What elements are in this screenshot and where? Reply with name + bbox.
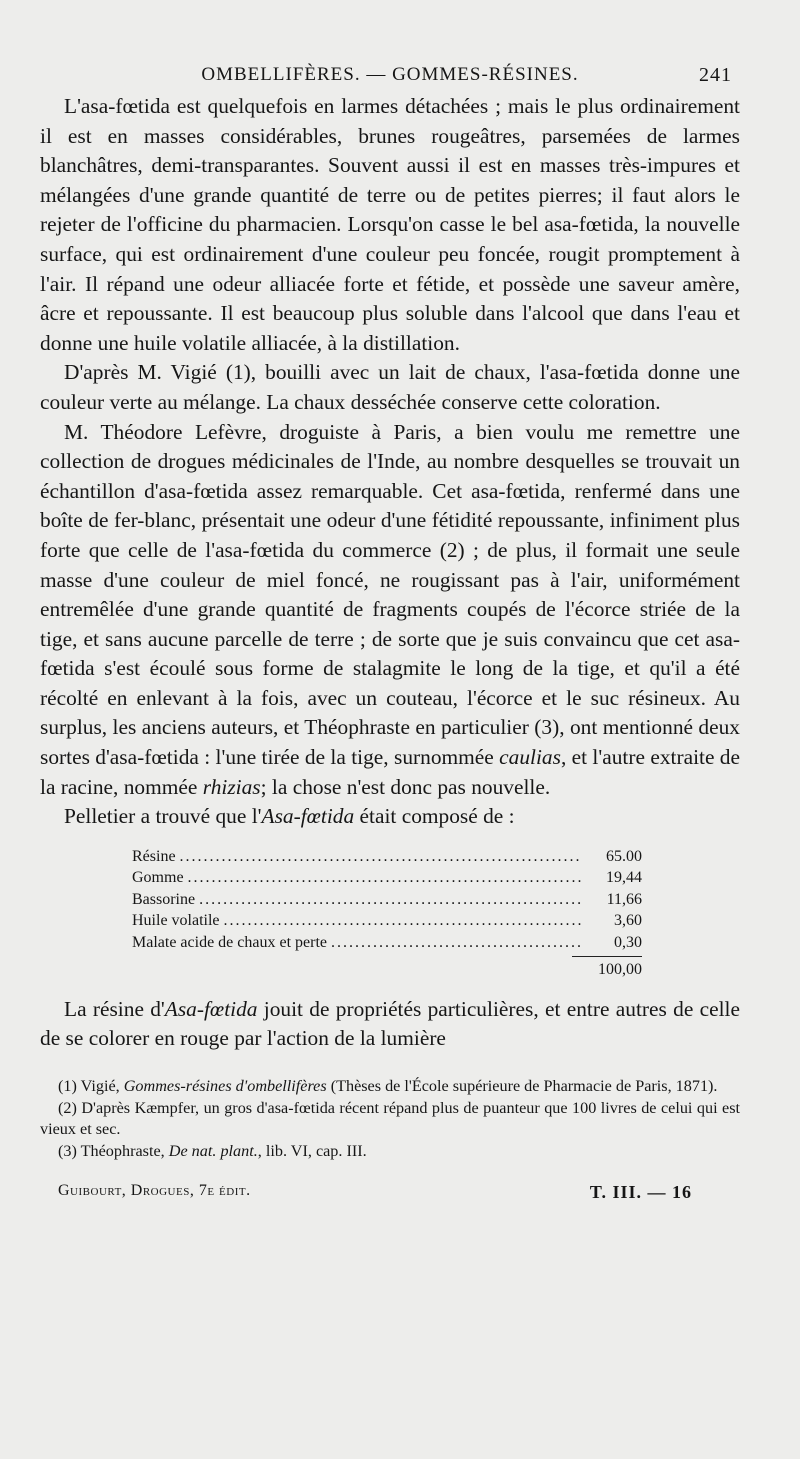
main-text xyxy=(40,92,740,832)
composition-value: 19,44 xyxy=(606,869,642,887)
composition-value: 0,30 xyxy=(614,933,642,951)
paragraph-3-text: M. Théodore Lefèvre, droguiste à Paris, a bien voulu me remettre une collection de drogues médicinales de l'Inde, au nombre desquelles se trouvait un échantillon d'asa-fœtida assez remarquable. Cet asa-fœtida, renfermé dans une boîte de fer-blanc, présentait une odeur d'une fétidité repoussante, infiniment plus forte que celle de l'asa-fœtida du commerce (2) ; de plus, il formait une seule masse d'une couleur de miel foncé, ne rougissant pas à l'air, uniformément entremêlée d'une grande quantité de fragments coupés de l'écorce striée de la tige, et sans aucune parcelle de terre ; de sorte que je suis convaincu que cet asa-fœtida s'est écoulé sous forme de stalagmite le long de la tige, et qu'il a été récolté en enlevant à la fois, avec un couteau, l'écorce et le suc résineux. Au surplus, les anciens auteurs, et Théophraste en particulier (3), ont mentionné deux sortes d'asa-fœtida : l'une tirée de la tige, surnommée xyxy=(40,419,740,770)
footnote-text: (Thèses de l'École supérieure de Pharmacie de Paris, 1871). xyxy=(330,1077,718,1096)
footnote-number: (3) xyxy=(58,1141,77,1160)
term-rhizias: rhizias xyxy=(202,774,261,799)
leader-dots xyxy=(199,889,582,911)
composition-name: Bassorine xyxy=(132,890,196,908)
composition-total: 100,00 xyxy=(598,961,642,979)
footnote-2 xyxy=(40,1098,740,1141)
paragraph-5 xyxy=(40,995,740,1054)
running-title: OMBELLIFÈRES. — GOMMES-RÉSINES. xyxy=(201,64,579,85)
footnote-author: Théophraste, xyxy=(80,1141,165,1160)
composition-row xyxy=(132,889,642,911)
paragraph-3-text-c: ; la chose n'est donc pas nouvelle. xyxy=(260,774,551,799)
running-header xyxy=(40,62,740,92)
composition-name: Gomme xyxy=(132,869,184,887)
term-asa-foetida-2: Asa-fœtida xyxy=(164,996,258,1021)
composition-value: 65.00 xyxy=(606,847,642,865)
leader-dots xyxy=(331,932,582,954)
footnotes xyxy=(40,1076,740,1162)
signature-left: Guibourt, Drogues, 7e édit. xyxy=(58,1182,251,1200)
composition-name: Huile volatile xyxy=(132,912,220,930)
leader-dots xyxy=(224,910,582,932)
footnote-text: , lib. VI, cap. III. xyxy=(257,1141,367,1160)
closing-text xyxy=(40,995,740,1054)
paragraph-3-text-b: , et l'autre extraite de la racine, nommée xyxy=(40,745,740,799)
page-number: 241 xyxy=(699,64,732,86)
footnote-title: De nat. plant. xyxy=(168,1141,258,1160)
paragraph-2: D'après M. Vigié (1), bouilli avec un lait de chaux, l'asa-fœtida donne une couleur verte au mélange. La chaux desséchée conserve cette coloration. xyxy=(40,360,740,414)
composition-row xyxy=(132,910,642,932)
composition-table xyxy=(132,846,642,981)
paragraph-5-text-b: jouit de propriétés particulières, et entre autres de celle de se colorer en rouge par l'action de la lumière xyxy=(40,996,740,1051)
footnote-title: Gommes-résines d'ombellifères xyxy=(123,1077,327,1096)
book-page xyxy=(40,62,740,1402)
composition-row xyxy=(132,932,642,954)
signature-right: T. III. — 16 xyxy=(589,1182,692,1203)
composition-row xyxy=(132,846,642,868)
composition-value: 3,60 xyxy=(614,912,642,930)
leader-dots xyxy=(188,867,582,889)
footnote-text: D'après Kæmpfer, un gros d'asa-fœtida récent répand plus de puanteur que 100 livres de celui qui est vieux et sec. xyxy=(40,1098,741,1139)
paragraph-1: L'asa-fœtida est quelquefois en larmes détachées ; mais le plus ordinairement il est en masses considérables, brunes rougeâtres, parsemées de larmes blanchâtres, demi-transparantes. Souvent aussi il est en masses très-impures et mélangées d'une grande quantité de terre ou de petites pierres; il faut alors le rejeter de l'officine du pharmacien. Lorsqu'on casse le bel asa-fœtida, la nouvelle surface, qui est ordinairement d'une couleur peu foncée, rougit promptement à l'air. Il répand une odeur alliacée forte et fétide, et possède une saveur amère, âcre et repoussante. Il est beaucoup plus soluble dans l'alcool que dans l'eau et donne une huile volatile alliacée, à la distillation. xyxy=(40,94,740,355)
paragraph-5-text: La résine d' xyxy=(64,996,165,1021)
signature-line xyxy=(40,1182,740,1208)
paragraph-4 xyxy=(40,802,740,832)
composition-row xyxy=(132,867,642,889)
paragraph-3 xyxy=(40,418,740,803)
term-asa-foetida: Asa-fœtida xyxy=(261,804,355,829)
footnote-1 xyxy=(40,1076,740,1098)
paragraph-4-text-b: était composé de : xyxy=(354,804,515,829)
composition-name: Résine xyxy=(132,847,176,865)
term-caulias: caulias xyxy=(499,745,561,770)
composition-name: Malate acide de chaux et perte xyxy=(132,933,327,951)
leader-dots xyxy=(180,846,582,868)
footnote-number: (2) xyxy=(58,1098,77,1117)
composition-value: 11,66 xyxy=(606,890,642,908)
footnote-3 xyxy=(40,1141,740,1163)
paragraph-4-text: Pelletier a trouvé que l' xyxy=(64,804,262,829)
footnote-author: Vigié, xyxy=(80,1077,120,1096)
footnote-number: (1) xyxy=(58,1077,77,1096)
